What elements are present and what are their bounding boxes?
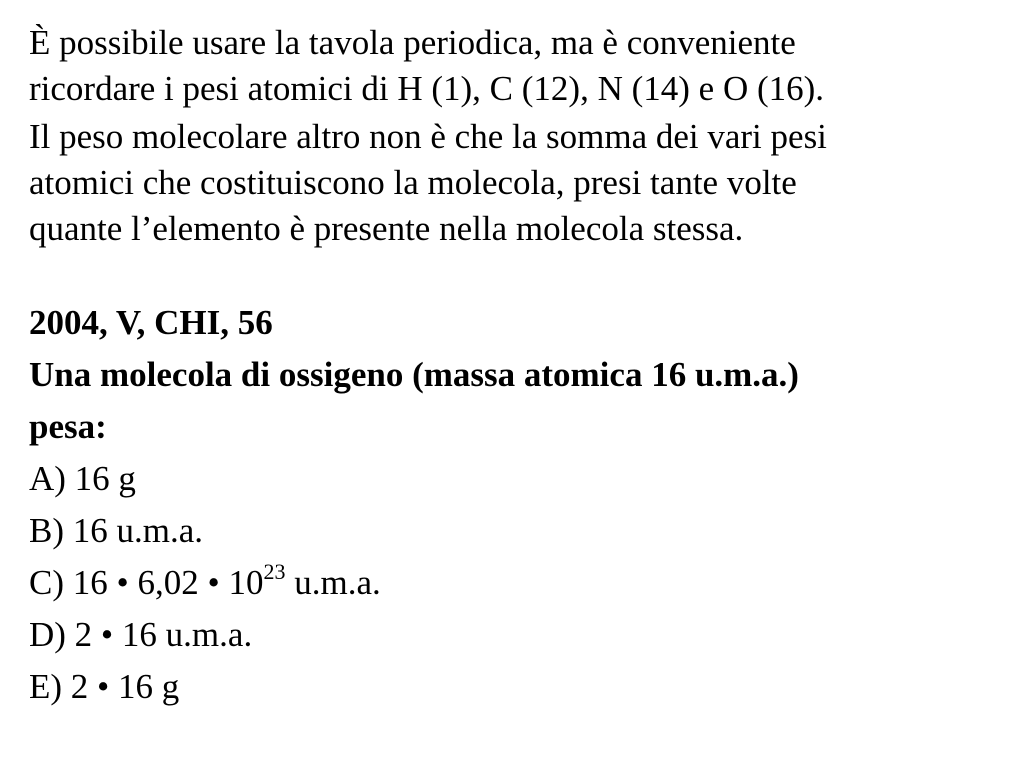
- option-c-prefix: C) 16 • 6,02 • 10: [29, 563, 264, 602]
- intro-line: quante l’elemento è presente nella molecola stessa.: [29, 209, 744, 248]
- intro-line: ricordare i pesi atomici di H (1), C (12), N (14) e O (16).: [29, 69, 825, 108]
- option-e: E) 2 • 16 g: [29, 667, 180, 706]
- intro-paragraph-1: [29, 20, 1014, 112]
- question-text-line: Una molecola di ossigeno (massa atomica 16 u.m.a.): [29, 355, 799, 394]
- question-reference: 2004, V, CHI, 56: [29, 303, 273, 342]
- option-c: [29, 557, 1024, 609]
- option-c-exponent: 23: [263, 559, 286, 585]
- answer-options: [29, 453, 1024, 713]
- intro-paragraph-2: [29, 114, 1014, 252]
- intro-line: È possibile usare la tavola periodica, ma è conveniente: [29, 23, 796, 62]
- option-a: A) 16 g: [29, 459, 136, 498]
- option-c-suffix: u.m.a.: [285, 563, 381, 602]
- question-text-line: pesa:: [29, 407, 107, 446]
- question-block: [29, 297, 1024, 453]
- option-b: B) 16 u.m.a.: [29, 511, 204, 550]
- option-d: D) 2 • 16 u.m.a.: [29, 615, 253, 654]
- intro-line: Il peso molecolare altro non è che la somma dei vari pesi: [29, 117, 827, 156]
- intro-line: atomici che costituiscono la molecola, presi tante volte: [29, 163, 797, 202]
